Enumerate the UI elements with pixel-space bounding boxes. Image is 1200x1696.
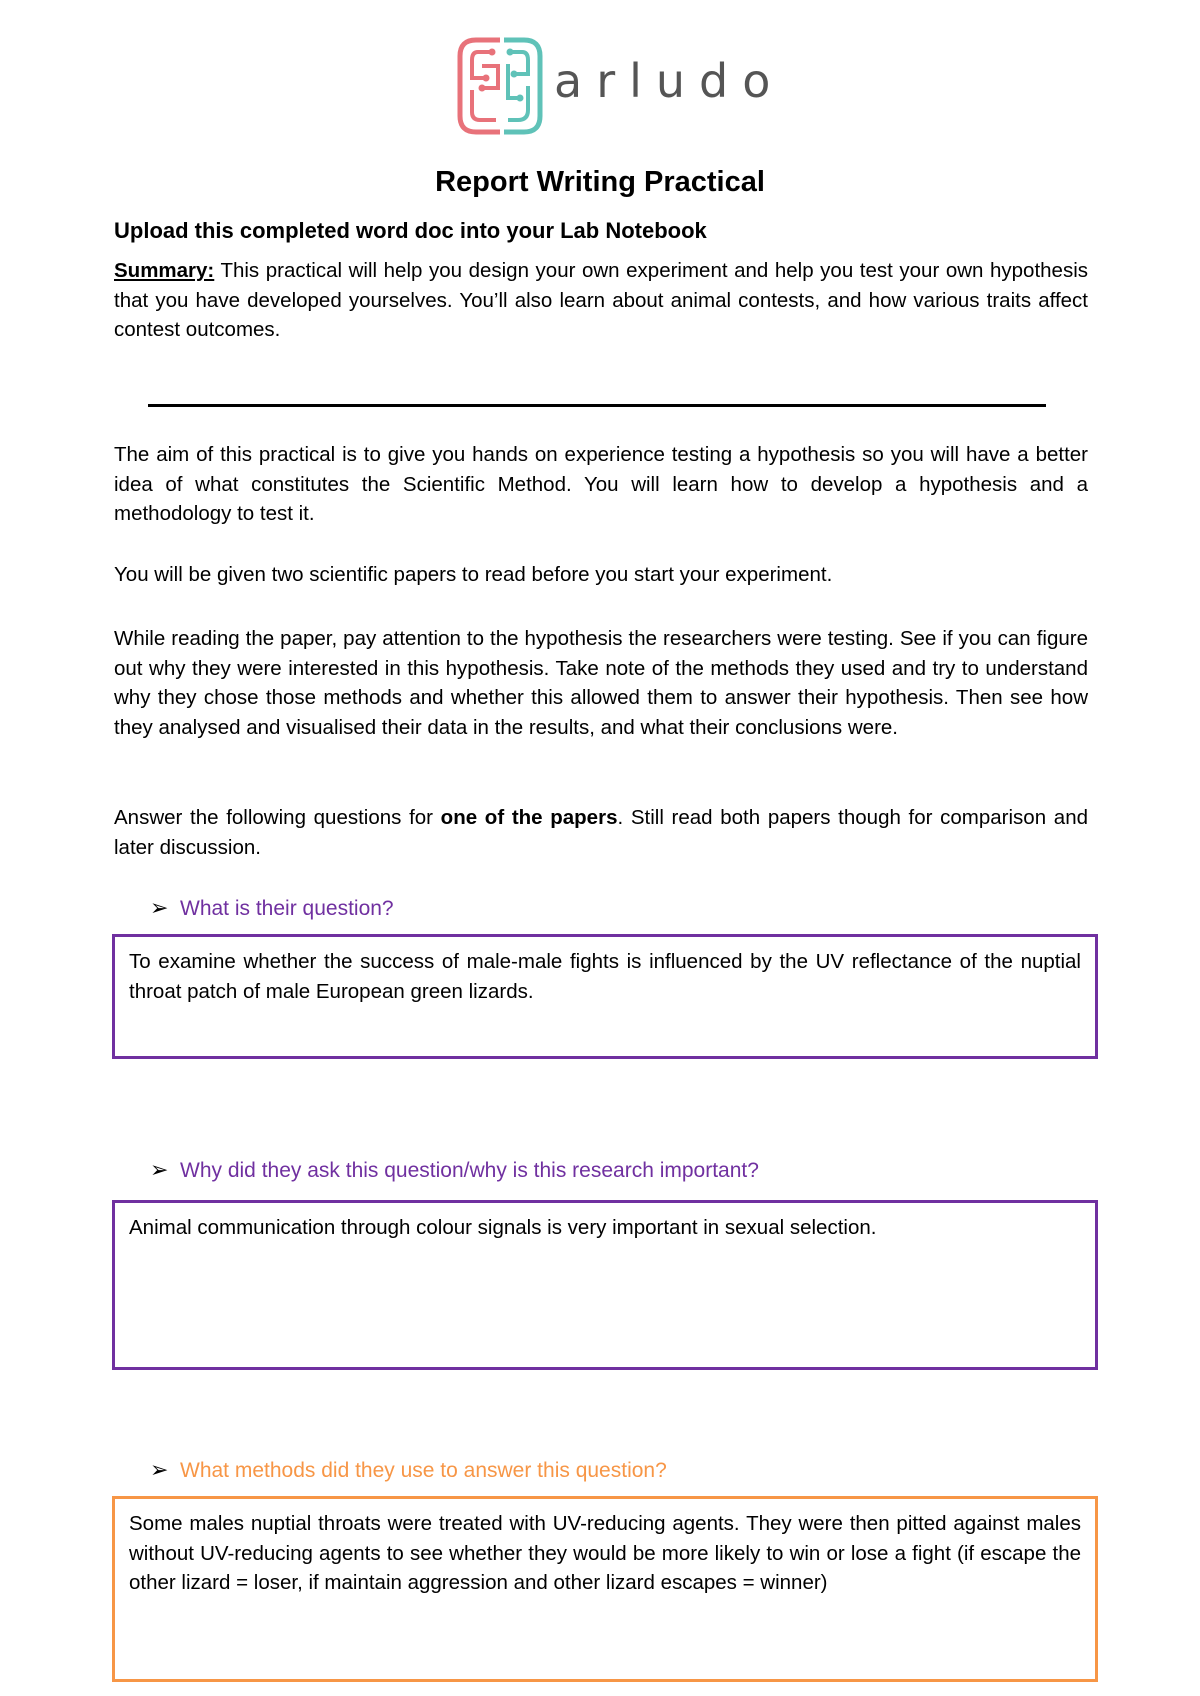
upload-instruction: Upload this completed word doc into your Lab Notebook xyxy=(114,218,707,243)
arludo-logo xyxy=(452,34,785,138)
arludo-logo-icon xyxy=(452,34,552,138)
answer-3-text: Some males nuptial throats were treated with UV-reducing agents. They were then pitted against males without UV-reducing agents to see whether they would be more likely to win or lose a fight (if escape the other lizard = loser, if maintain aggression and other lizard escapes = winner) xyxy=(129,1512,1081,1594)
answer-1-text: To examine whether the success of male-male fights is influenced by the UV reflectance of the nuptial throat patch of male European green lizards. xyxy=(129,950,1081,1003)
papers-paragraph: You will be given two scientific papers to read before you start your experiment. xyxy=(114,563,833,586)
answer-box-1[interactable] xyxy=(112,934,1098,1059)
aim-paragraph: The aim of this practical is to give you hands on experience testing a hypothesis so you will have a better idea of what constitutes the Scientific Method. You will learn how to develop a hypothesis and a methodology to test it. xyxy=(114,443,1088,525)
question-1 xyxy=(150,895,394,921)
arrow-bullet-icon: ➢ xyxy=(150,895,169,920)
summary-text: This practical will help you design your own experiment and help you test your own hypothesis that you have developed yourselves. You’ll also learn about animal contests, and how various traits affect contest outcomes. xyxy=(114,259,1088,341)
question-2 xyxy=(150,1157,759,1183)
answer-intro-pre: Answer the following questions for xyxy=(114,806,441,829)
document-title: Report Writing Practical xyxy=(435,166,765,198)
horizontal-divider xyxy=(148,404,1046,407)
answer-box-3[interactable] xyxy=(112,1496,1098,1682)
answer-2-text: Animal communication through colour signals is very important in sexual selection. xyxy=(129,1216,877,1239)
question-3 xyxy=(150,1457,667,1483)
logo-wordmark: arludo xyxy=(554,54,785,108)
answer-intro-post: . Still read both papers though for comparison and later discussion. xyxy=(114,806,1088,859)
arrow-bullet-icon: ➢ xyxy=(150,1157,169,1182)
answer-box-2[interactable] xyxy=(112,1200,1098,1370)
reading-paragraph: While reading the paper, pay attention to the hypothesis the researchers were testing. See if you can figure out why they were interested in this hypothesis. Take note of the methods they used and try to understand why they chose those methods and whether this allowed them to answer their hypothesis. Then see how they analysed and visualised their data in the results, and what their conclusions were. xyxy=(114,627,1088,739)
answer-intro-paragraph xyxy=(114,803,1088,862)
arrow-bullet-icon: ➢ xyxy=(150,1457,169,1482)
summary-label: Summary: xyxy=(114,259,215,282)
question-1-text: What is their question? xyxy=(180,897,394,920)
question-3-text: What methods did they use to answer this question? xyxy=(180,1459,667,1482)
question-2-text: Why did they ask this question/why is this research important? xyxy=(180,1159,759,1182)
summary-paragraph xyxy=(114,256,1088,345)
answer-intro-bold: one of the papers xyxy=(440,806,618,829)
